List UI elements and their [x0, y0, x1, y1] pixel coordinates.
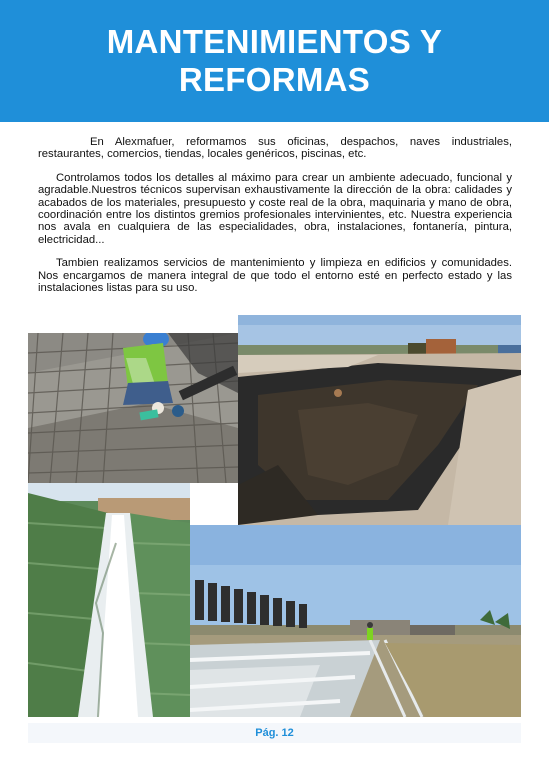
page-number: Pág. 12 — [255, 727, 294, 739]
photo-roof-gutter — [28, 483, 190, 717]
title-line-1: MANTENIMIENTOS Y — [106, 23, 443, 60]
paragraph-maintenance: Tambien realizamos servicios de mantenimiento y limpieza en edificios y comunidades. Nos encargamos de manera integral de que todo el entorno esté en perfecto estado y las instalaciones listas para su uso. — [38, 257, 512, 295]
paragraph-control: Controlamos todos los detalles al máximo para crear un ambiente adecuado, funcional y agradable.Nuestros técnicos supervisan exhaustivamente la dirección de la obra: calidades y acabados de los materiales, presupuesto y coste real de la obra, maquinaria y mano de obra, coordinación entre los distintos gremios profesionales intervinientes, etc. Nuestra experiencia nos avala en cualquiera de las especialidades, obra, instalaciones, fontanería, pintura, electricidad... — [38, 171, 512, 246]
photo-worker-tiling — [28, 333, 238, 483]
photo-rooftop-maintenance — [190, 525, 521, 717]
paragraph-intro: En Alexmafuer, reformamos sus oficinas, despachos, naves industriales, restaurantes, comercios, tiendas, locales genéricos, piscinas, etc. — [38, 136, 512, 161]
title-line-2: REFORMAS — [178, 61, 371, 98]
page-footer — [28, 723, 521, 743]
title-banner — [0, 0, 549, 122]
body-text — [38, 136, 512, 305]
photo-pond-liner — [238, 315, 521, 525]
page-title — [107, 23, 442, 99]
